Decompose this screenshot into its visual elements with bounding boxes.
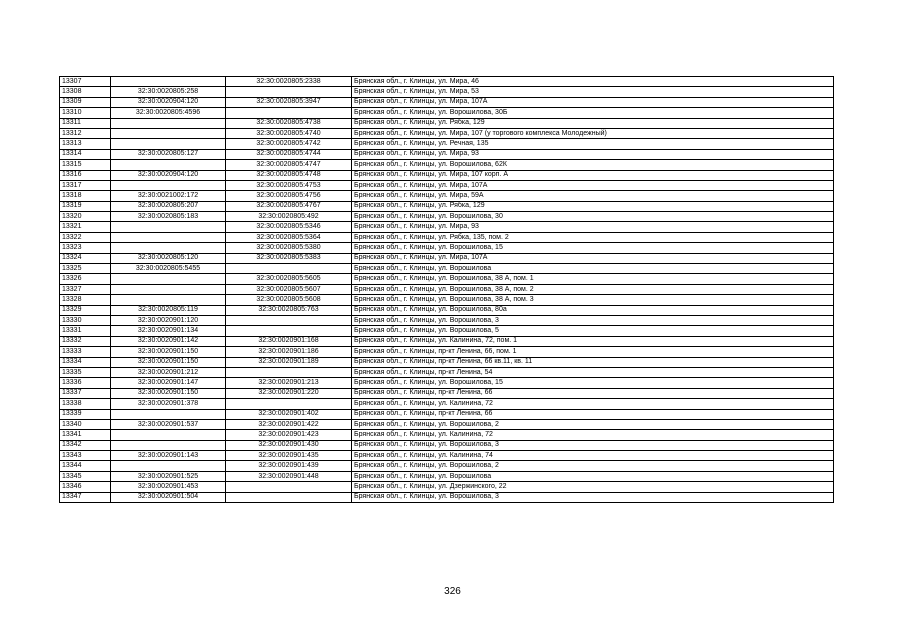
table-row (60, 284, 834, 294)
address-cell: Брянская обл., г. Клинцы, ул. Ворошилова, 30 (352, 212, 834, 222)
building-number-cell: 32:30:0020805:5607 (226, 284, 352, 294)
table-row (60, 118, 834, 128)
row-number-cell: 13335 (60, 367, 111, 377)
building-number-cell: 32:30:0020901:423 (226, 430, 352, 440)
address-cell: Брянская обл., г. Клинцы, ул. Речная, 135 (352, 139, 834, 149)
table-row (60, 149, 834, 159)
building-number-cell (226, 399, 352, 409)
building-number-cell: 32:30:0020805:5364 (226, 232, 352, 242)
land-parcel-number-cell (111, 440, 226, 450)
row-number-cell: 13343 (60, 451, 111, 461)
table-row (60, 170, 834, 180)
land-parcel-number-cell: 32:30:0020901:142 (111, 336, 226, 346)
row-number-cell: 13341 (60, 430, 111, 440)
row-number-cell: 13320 (60, 212, 111, 222)
address-cell: Брянская обл., г. Клинцы, ул. Ворошилова, 30Б (352, 108, 834, 118)
row-number-cell: 13313 (60, 139, 111, 149)
address-cell: Брянская обл., г. Клинцы, ул. Ворошилова, 15 (352, 243, 834, 253)
address-cell: Брянская обл., г. Клинцы, ул. Ворошилова, 38 А, пом. 1 (352, 274, 834, 284)
building-number-cell: 32:30:0020901:189 (226, 357, 352, 367)
table-row (60, 87, 834, 97)
row-number-cell: 13314 (60, 149, 111, 159)
address-cell: Брянская обл., г. Клинцы, ул. Ворошилова, 38 А, пом. 2 (352, 284, 834, 294)
land-parcel-number-cell (111, 274, 226, 284)
address-cell: Брянская обл., г. Клинцы, ул. Ворошилова (352, 471, 834, 481)
address-cell: Брянская обл., г. Клинцы, ул. Мира, 107А (352, 253, 834, 263)
address-cell: Брянская обл., г. Клинцы, ул. Рябка, 129 (352, 118, 834, 128)
building-number-cell: 32:30:0020901:448 (226, 471, 352, 481)
building-number-cell: 32:30:0020805:5346 (226, 222, 352, 232)
address-cell: Брянская обл., г. Клинцы, пр-кт Ленина, 66 (352, 409, 834, 419)
table-row (60, 388, 834, 398)
land-parcel-number-cell: 32:30:0020901:525 (111, 471, 226, 481)
building-number-cell: 32:30:0020805:3947 (226, 97, 352, 107)
address-cell: Брянская обл., г. Клинцы, ул. Ворошилова, 15 (352, 378, 834, 388)
row-number-cell: 13315 (60, 160, 111, 170)
table-row (60, 232, 834, 242)
row-number-cell: 13324 (60, 253, 111, 263)
address-cell: Брянская обл., г. Клинцы, пр-кт Ленина, 54 (352, 367, 834, 377)
building-number-cell: 32:30:0020805:4740 (226, 128, 352, 138)
cadastral-table (59, 76, 834, 503)
table-row (60, 295, 834, 305)
table-row (60, 357, 834, 367)
building-number-cell: 32:30:0020805:5380 (226, 243, 352, 253)
address-cell: Брянская обл., г. Клинцы, ул. Ворошилова, 3 (352, 440, 834, 450)
table-row (60, 399, 834, 409)
land-parcel-number-cell: 32:30:0020901:150 (111, 388, 226, 398)
address-cell: Брянская обл., г. Клинцы, ул. Ворошилова, 3 (352, 315, 834, 325)
address-cell: Брянская обл., г. Клинцы, ул. Мира, 93 (352, 149, 834, 159)
land-parcel-number-cell (111, 139, 226, 149)
table-row (60, 97, 834, 107)
table-row (60, 315, 834, 325)
row-number-cell: 13344 (60, 461, 111, 471)
land-parcel-number-cell (111, 222, 226, 232)
building-number-cell (226, 108, 352, 118)
land-parcel-number-cell: 32:30:0020901:453 (111, 482, 226, 492)
table-row (60, 409, 834, 419)
address-cell: Брянская обл., г. Клинцы, ул. Ворошилова, 5 (352, 326, 834, 336)
table-row (60, 336, 834, 346)
building-number-cell (226, 326, 352, 336)
building-number-cell: 32:30:0020805:763 (226, 305, 352, 315)
land-parcel-number-cell: 32:30:0020901:537 (111, 419, 226, 429)
row-number-cell: 13326 (60, 274, 111, 284)
table-row (60, 347, 834, 357)
address-cell: Брянская обл., г. Клинцы, ул. Мира, 107 корп. А (352, 170, 834, 180)
building-number-cell: 32:30:0020805:4753 (226, 180, 352, 190)
building-number-cell: 32:30:0020901:213 (226, 378, 352, 388)
address-cell: Брянская обл., г. Клинцы, пр-кт Ленина, 66, пом. 1 (352, 347, 834, 357)
table-body (60, 77, 834, 503)
land-parcel-number-cell: 32:30:0020805:207 (111, 201, 226, 211)
building-number-cell: 32:30:0020805:5383 (226, 253, 352, 263)
land-parcel-number-cell: 32:30:0020904:120 (111, 97, 226, 107)
address-cell: Брянская обл., г. Клинцы, ул. Ворошилова, 3 (352, 492, 834, 502)
row-number-cell: 13309 (60, 97, 111, 107)
row-number-cell: 13337 (60, 388, 111, 398)
land-parcel-number-cell: 32:30:0020805:120 (111, 253, 226, 263)
table-row (60, 378, 834, 388)
land-parcel-number-cell: 32:30:0020904:120 (111, 170, 226, 180)
table-row (60, 222, 834, 232)
building-number-cell (226, 264, 352, 274)
address-cell: Брянская обл., г. Клинцы, ул. Мира, 53 (352, 87, 834, 97)
building-number-cell: 32:30:0020901:168 (226, 336, 352, 346)
address-cell: Брянская обл., г. Клинцы, ул. Ворошилова (352, 264, 834, 274)
table-row (60, 77, 834, 87)
row-number-cell: 13322 (60, 232, 111, 242)
land-parcel-number-cell: 32:30:0020805:183 (111, 212, 226, 222)
address-cell: Брянская обл., г. Клинцы, ул. Ворошилова, 62К (352, 160, 834, 170)
row-number-cell: 13330 (60, 315, 111, 325)
row-number-cell: 13334 (60, 357, 111, 367)
building-number-cell (226, 315, 352, 325)
address-cell: Брянская обл., г. Клинцы, ул. Рябка, 135, пом. 2 (352, 232, 834, 242)
land-parcel-number-cell (111, 232, 226, 242)
row-number-cell: 13316 (60, 170, 111, 180)
table-row (60, 451, 834, 461)
building-number-cell: 32:30:0020901:430 (226, 440, 352, 450)
address-cell: Брянская обл., г. Клинцы, ул. Ворошилова, 2 (352, 461, 834, 471)
row-number-cell: 13336 (60, 378, 111, 388)
table-row (60, 160, 834, 170)
address-cell: Брянская обл., г. Клинцы, пр-кт Ленина, 66 кв.11, кв. 11 (352, 357, 834, 367)
building-number-cell: 32:30:0020805:4747 (226, 160, 352, 170)
row-number-cell: 13325 (60, 264, 111, 274)
land-parcel-number-cell: 32:30:0020901:150 (111, 347, 226, 357)
address-cell: Брянская обл., г. Клинцы, ул. Калинина, 74 (352, 451, 834, 461)
address-cell: Брянская обл., г. Клинцы, ул. Ворошилова, 38 А, пом. 3 (352, 295, 834, 305)
address-cell: Брянская обл., г. Клинцы, ул. Мира, 107 (у торгового комплекса Молодежный) (352, 128, 834, 138)
address-cell: Брянская обл., г. Клинцы, ул. Калинина, 72 (352, 399, 834, 409)
row-number-cell: 13310 (60, 108, 111, 118)
land-parcel-number-cell (111, 295, 226, 305)
address-cell: Брянская обл., г. Клинцы, ул. Дзержинского, 22 (352, 482, 834, 492)
land-parcel-number-cell: 32:30:0020805:119 (111, 305, 226, 315)
address-cell: Брянская обл., г. Клинцы, ул. Мира, 93 (352, 222, 834, 232)
table-row (60, 419, 834, 429)
building-number-cell (226, 87, 352, 97)
row-number-cell: 13328 (60, 295, 111, 305)
land-parcel-number-cell (111, 284, 226, 294)
row-number-cell: 13347 (60, 492, 111, 502)
building-number-cell: 32:30:0020901:186 (226, 347, 352, 357)
building-number-cell: 32:30:0020805:4767 (226, 201, 352, 211)
row-number-cell: 13345 (60, 471, 111, 481)
building-number-cell: 32:30:0020901:435 (226, 451, 352, 461)
row-number-cell: 13321 (60, 222, 111, 232)
row-number-cell: 13327 (60, 284, 111, 294)
land-parcel-number-cell (111, 461, 226, 471)
table-row (60, 471, 834, 481)
table-row (60, 191, 834, 201)
land-parcel-number-cell: 32:30:0020805:4596 (111, 108, 226, 118)
address-cell: Брянская обл., г. Клинцы, пр-кт Ленина, 66 (352, 388, 834, 398)
row-number-cell: 13340 (60, 419, 111, 429)
building-number-cell (226, 482, 352, 492)
table-row (60, 180, 834, 190)
land-parcel-number-cell: 32:30:0021002:172 (111, 191, 226, 201)
address-cell: Брянская обл., г. Клинцы, ул. Мира, 46 (352, 77, 834, 87)
land-parcel-number-cell: 32:30:0020805:127 (111, 149, 226, 159)
land-parcel-number-cell: 32:30:0020901:134 (111, 326, 226, 336)
table-row (60, 253, 834, 263)
row-number-cell: 13318 (60, 191, 111, 201)
building-number-cell: 32:30:0020805:4742 (226, 139, 352, 149)
row-number-cell: 13323 (60, 243, 111, 253)
building-number-cell: 32:30:0020805:5605 (226, 274, 352, 284)
row-number-cell: 13312 (60, 128, 111, 138)
building-number-cell: 32:30:0020901:422 (226, 419, 352, 429)
land-parcel-number-cell: 32:30:0020901:378 (111, 399, 226, 409)
table-row (60, 482, 834, 492)
building-number-cell (226, 367, 352, 377)
building-number-cell: 32:30:0020805:4738 (226, 118, 352, 128)
table-row (60, 212, 834, 222)
land-parcel-number-cell (111, 128, 226, 138)
table-row (60, 264, 834, 274)
address-cell: Брянская обл., г. Клинцы, ул. Ворошилова, 2 (352, 419, 834, 429)
row-number-cell: 13331 (60, 326, 111, 336)
row-number-cell: 13317 (60, 180, 111, 190)
building-number-cell: 32:30:0020901:220 (226, 388, 352, 398)
land-parcel-number-cell (111, 243, 226, 253)
table-row (60, 108, 834, 118)
address-cell: Брянская обл., г. Клинцы, ул. Мира, 107А (352, 97, 834, 107)
row-number-cell: 13307 (60, 77, 111, 87)
building-number-cell: 32:30:0020901:402 (226, 409, 352, 419)
land-parcel-number-cell: 32:30:0020901:504 (111, 492, 226, 502)
building-number-cell: 32:30:0020805:5608 (226, 295, 352, 305)
building-number-cell: 32:30:0020805:4748 (226, 170, 352, 180)
address-cell: Брянская обл., г. Клинцы, ул. Калинина, 72, пом. 1 (352, 336, 834, 346)
building-number-cell: 32:30:0020805:492 (226, 212, 352, 222)
address-cell: Брянская обл., г. Клинцы, ул. Рябка, 129 (352, 201, 834, 211)
land-parcel-number-cell: 32:30:0020901:147 (111, 378, 226, 388)
land-parcel-number-cell: 32:30:0020901:150 (111, 357, 226, 367)
land-parcel-number-cell: 32:30:0020901:120 (111, 315, 226, 325)
building-number-cell: 32:30:0020805:4756 (226, 191, 352, 201)
row-number-cell: 13311 (60, 118, 111, 128)
row-number-cell: 13346 (60, 482, 111, 492)
row-number-cell: 13333 (60, 347, 111, 357)
table-row (60, 326, 834, 336)
address-cell: Брянская обл., г. Клинцы, ул. Ворошилова, 80а (352, 305, 834, 315)
table-row (60, 461, 834, 471)
land-parcel-number-cell (111, 409, 226, 419)
table-row (60, 367, 834, 377)
building-number-cell: 32:30:0020805:2338 (226, 77, 352, 87)
page-number: 326 (444, 586, 461, 597)
row-number-cell: 13319 (60, 201, 111, 211)
table-row (60, 139, 834, 149)
table-row (60, 274, 834, 284)
row-number-cell: 13342 (60, 440, 111, 450)
land-parcel-number-cell (111, 430, 226, 440)
land-parcel-number-cell: 32:30:0020805:258 (111, 87, 226, 97)
table-row (60, 243, 834, 253)
address-cell: Брянская обл., г. Клинцы, ул. Мира, 107А (352, 180, 834, 190)
table-row (60, 430, 834, 440)
table-row (60, 305, 834, 315)
address-cell: Брянская обл., г. Клинцы, ул. Мира, 59А (352, 191, 834, 201)
land-parcel-number-cell (111, 180, 226, 190)
row-number-cell: 13339 (60, 409, 111, 419)
building-number-cell: 32:30:0020901:439 (226, 461, 352, 471)
row-number-cell: 13329 (60, 305, 111, 315)
table-row (60, 128, 834, 138)
land-parcel-number-cell: 32:30:0020901:143 (111, 451, 226, 461)
land-parcel-number-cell: 32:30:0020901:212 (111, 367, 226, 377)
address-cell: Брянская обл., г. Клинцы, ул. Калинина, 72 (352, 430, 834, 440)
table-row (60, 440, 834, 450)
building-number-cell (226, 492, 352, 502)
table-row (60, 492, 834, 502)
table-row (60, 201, 834, 211)
row-number-cell: 13338 (60, 399, 111, 409)
land-parcel-number-cell (111, 77, 226, 87)
land-parcel-number-cell (111, 118, 226, 128)
land-parcel-number-cell (111, 160, 226, 170)
row-number-cell: 13332 (60, 336, 111, 346)
land-parcel-number-cell: 32:30:0020805:5455 (111, 264, 226, 274)
building-number-cell: 32:30:0020805:4744 (226, 149, 352, 159)
row-number-cell: 13308 (60, 87, 111, 97)
